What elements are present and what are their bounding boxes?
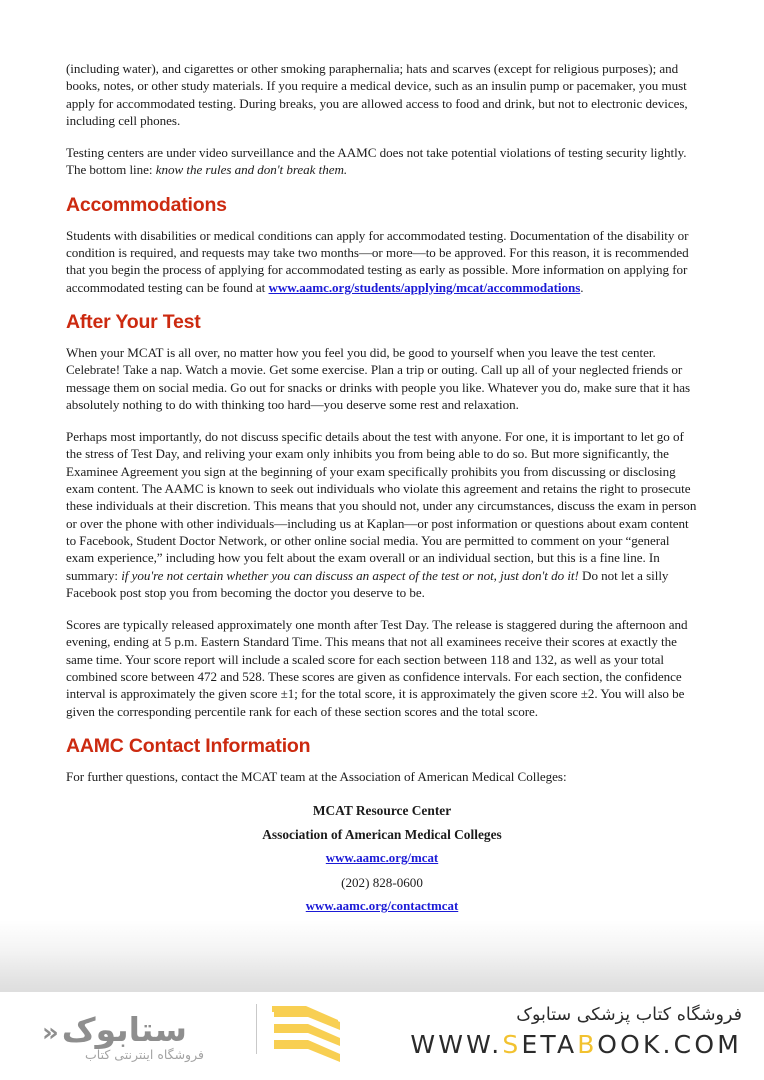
paragraph-accommodations [66,227,698,296]
heading-accommodations: Accommodations [66,193,227,216]
link-aamc-mcat[interactable]: www.aamc.org/mcat [325,851,439,866]
setabook-watermark-banner [0,992,764,1080]
confidentiality-italic-phrase: if you're not certain whether you can discuss an aspect of the test or not, just don't do it! [121,567,579,583]
contact-website-line [66,846,698,871]
contact-organization-unit: MCAT Resource Center [312,803,452,819]
setabook-persian-tagline: فروشگاه کتاب پزشکی ستابوک [516,1005,742,1025]
paragraph-after-test-celebrate: When your MCAT is all over, no matter how you feel you did, be good to yourself when you leave the test center. Celebrate! Take a nap. Watch a movie. Get some exercise. Plan a trip or outing. Call up all of your neglected friends or message them on social media. Go out for snacks or drinks with people you like. Whatever you do, make sure that it has absolutely nothing to do with thinking too hard—you deserve some rest and relaxation. [66,344,691,412]
confidentiality-tail: Do not let a silly Facebook post stop you from becoming the doctor you deserve to be. [66,567,669,600]
aamc-contact-block [66,799,698,919]
url-part-s: S [502,1030,522,1059]
url-part-www: WWW. [410,1030,503,1059]
paragraph-contact-intro: For further questions, contact the MCAT team at the Association of American Medical Colleges: [66,768,567,784]
paragraph-exam-confidentiality [66,428,698,601]
link-accommodations-url[interactable]: www.aamc.org/students/applying/mcat/accommodations [268,279,581,295]
contact-phone-number: (202) 828-0600 [341,874,423,890]
heading-after-your-test: After Your Test [66,310,201,333]
setabook-wordmark-text: ستابوک [61,1010,187,1049]
contact-organization-name: Association of American Medical Colleges [262,826,502,842]
paragraph-video-surveillance [66,144,698,179]
url-part-ook-com: OOK.COM [597,1030,742,1059]
confidentiality-text: Perhaps most importantly, do not discuss specific details about the test with anyone. For one, it is important to let go of the stress of Test Day, and reliving your exam only inhibits you from being able to do so. But more significantly, the Examinee Agreement you sign at the beginning of your exam specifically prohibits you from discussing or disclosing exam content. The AAMC is known to seek out individuals who violate this agreement and retains the right to prosecute these individuals at their discretion. This means that you should not, under any circumstances, discuss the exam in person or over the phone with other individuals—including us at Kaplan—or post information or questions about exam content to Facebook, Student Doctor Network, or other online social media. You are permitted to comment on your “general exam experience,” including how you felt about the exam overall or an individual section, but this is a fine line. In summary: [66,429,697,583]
setabook-logo [42,1000,342,1072]
setabook-logo-wordmark [42,1004,247,1049]
logo-divider [256,1004,257,1054]
surveillance-text: Testing centers are under video surveillance and the AAMC does not take potential violations of testing security lightly. The bottom line: [66,145,687,178]
setabook-website-url [342,1030,742,1060]
paragraph-score-release: Scores are typically released approximately one month after Test Day. The release is staggered during the afternoon and evening, ending at 5 p.m. Eastern Standard Time. This means that not all examinees receive their scores at exactly the same time. Your score report will include a scaled score for each section between 118 and 132, as well as your total combined score between 472 and 528. These scores are given as confidence intervals. For each section, the confidence interval is approximately the given score ±1; for the total score, it is approximately the given score ±2. You will also be given the corresponding percentile rank for each of these section scores and the total score. [66,617,688,719]
surveillance-italic-phrase: know the rules and don't break them. [155,162,348,178]
document-content-column [66,60,698,919]
chevron-stack-icon [270,1004,342,1062]
contact-form-line [66,894,698,919]
setabook-brand-text [342,1002,742,1060]
heading-aamc-contact-information: AAMC Contact Information [66,734,311,757]
url-part-eta: ETA [521,1030,578,1059]
link-aamc-contactmcat[interactable]: www.aamc.org/contactmcat [305,899,459,914]
accommodations-period: . [580,279,584,295]
page-bottom-gradient [0,920,764,992]
paragraph-prohibited-items: (including water), and cigarettes or other smoking paraphernalia; hats and scarves (except for religious purposes); and books, notes, or other study materials. If you require a medical device, such as an insulin pump or pacemaker, you must apply for accommodated testing. During breaks, you are allowed access to food and drink, but not to electronic devices, including cell phones. [66,61,688,128]
accommodations-text: Students with disabilities or medical conditions can apply for accommodated testing. Documentation of the disability or condition is required, and requests may take two months—or more—to be approved. For this reason, it is recommended that you begin the process of applying for accommodated testing as early as possible. More information on applying for accommodated testing can be found at [66,227,689,295]
guillemet-icon: « [42,1018,60,1048]
url-part-b: B [577,1030,598,1059]
setabook-logo-subtitle: فروشگاه اینترنتی کتاب [85,1047,204,1062]
